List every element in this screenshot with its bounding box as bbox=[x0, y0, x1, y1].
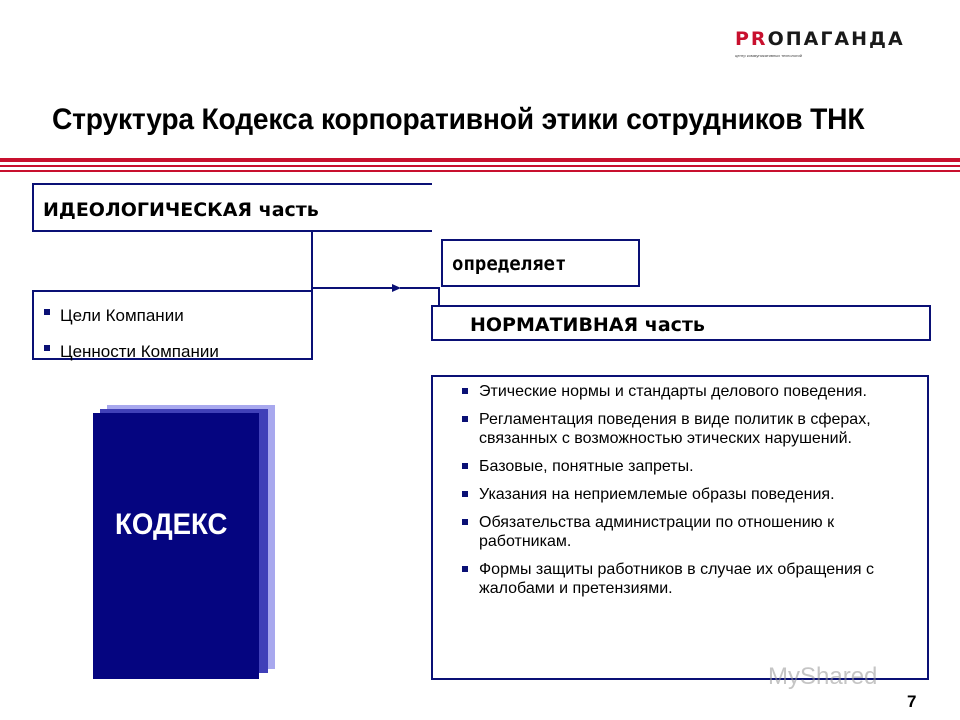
book-cover bbox=[93, 413, 259, 679]
list-item: Формы защиты работников в случае их обращения с жалобами и претензиями. bbox=[479, 560, 919, 598]
list-item: Регламентация поведения в виде политик в сферах, связанных с возможностью этических нарушений. bbox=[479, 410, 919, 448]
defines-box bbox=[441, 239, 640, 287]
ideological-heading-box bbox=[32, 183, 432, 232]
page-number: 7 bbox=[907, 692, 917, 711]
ideological-heading: ИДЕОЛОГИЧЕСКАЯ часть bbox=[43, 199, 319, 221]
list-item: Базовые, понятные запреты. bbox=[479, 457, 919, 476]
defines-label: определяет bbox=[452, 253, 567, 275]
normative-list bbox=[479, 382, 919, 607]
watermark bbox=[768, 663, 877, 691]
connector-line bbox=[400, 287, 440, 289]
logo-wordmark: PRОПАГАНДА bbox=[735, 28, 905, 50]
slide-title: Структура Кодекса корпоративной этики сотрудников ТНК bbox=[52, 103, 865, 136]
connector-line bbox=[311, 287, 393, 289]
normative-list-box bbox=[431, 375, 929, 680]
connector-line bbox=[311, 232, 313, 291]
divider-line bbox=[0, 170, 960, 172]
logo-subtitle: центр коммуникативных технологий bbox=[735, 53, 803, 58]
ideological-list-box bbox=[32, 290, 313, 360]
list-item: Цели Компании bbox=[60, 298, 219, 334]
watermark-text: MyShared bbox=[768, 663, 878, 690]
book-label: КОДЕКС bbox=[115, 508, 228, 541]
divider-line bbox=[0, 165, 960, 167]
normative-heading-box bbox=[431, 305, 931, 341]
divider-line bbox=[0, 158, 960, 162]
ideological-list bbox=[60, 298, 219, 370]
list-item: Этические нормы и стандарты делового поведения. bbox=[479, 382, 919, 401]
list-item: Указания на неприемлемые образы поведения. bbox=[479, 485, 919, 504]
list-item: Обязательства администрации по отношению к работникам. bbox=[479, 513, 919, 551]
list-item: Ценности Компании bbox=[60, 334, 219, 370]
normative-heading: НОРМАТИВНАЯ часть bbox=[470, 314, 705, 336]
